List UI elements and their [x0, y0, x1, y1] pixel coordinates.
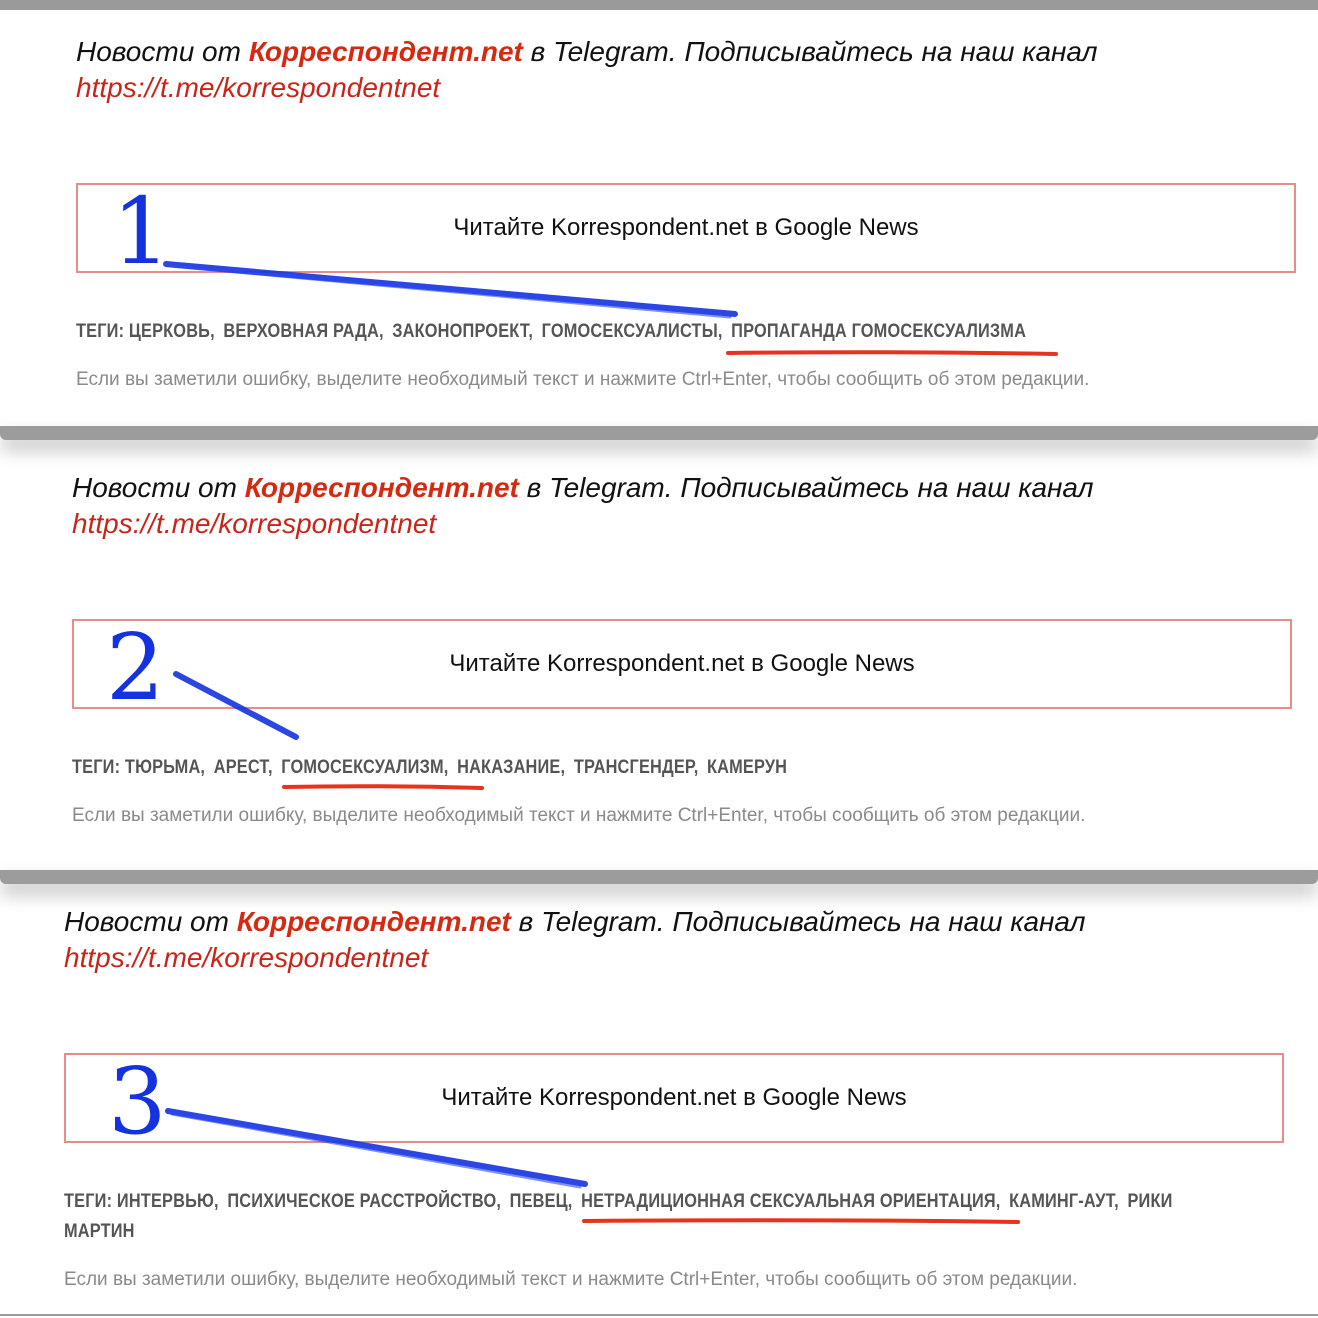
- google-news-button[interactable]: [72, 619, 1292, 709]
- error-report-note: Если вы заметили ошибку, выделите необходимый текст и нажмите Ctrl+Enter, чтобы сообщить об этом редакции.: [76, 369, 1090, 390]
- google-news-button[interactable]: [76, 183, 1296, 273]
- tag-link[interactable]: ЗАКОНОПРОЕКТ,: [392, 321, 534, 342]
- telegram-promo: [76, 34, 1097, 106]
- google-news-label: Читайте Korrespondent.net в Google News: [449, 650, 915, 677]
- tag-link-highlighted[interactable]: ПРОПАГАНДА ГОМОСЕКСУАЛИЗМА: [731, 321, 1027, 342]
- tags-label: ТЕГИ:: [72, 757, 121, 778]
- tag-link[interactable]: ПСИХИЧЕСКОЕ РАССТРОЙСТВО,: [227, 1191, 502, 1212]
- annotation-number: 1: [112, 178, 171, 285]
- tag-link-highlighted[interactable]: НЕТРАДИЦИОННАЯ СЕКСУАЛЬНАЯ ОРИЕНТАЦИЯ,: [581, 1191, 1001, 1212]
- promo-suffix: в Telegram. Подписывайтесь на наш канал: [518, 472, 1094, 503]
- tag-link[interactable]: НАКАЗАНИЕ,: [457, 757, 566, 778]
- tag-link[interactable]: ТРАНСГЕНДЕР,: [573, 757, 699, 778]
- tags-label: ТЕГИ:: [76, 321, 125, 342]
- promo-prefix: Новости от: [64, 906, 237, 937]
- google-news-label: Читайте Korrespondent.net в Google News: [453, 214, 919, 241]
- red-underline: [728, 352, 1056, 354]
- tag-link[interactable]: ВЕРХОВНАЯ РАДА,: [223, 321, 384, 342]
- panel-divider: [0, 426, 1318, 440]
- tag-link[interactable]: ПЕВЕЦ,: [509, 1191, 573, 1212]
- red-underline: [284, 786, 482, 788]
- tags-label: ТЕГИ:: [64, 1191, 113, 1212]
- annotation-number: 3: [108, 1048, 167, 1155]
- promo-prefix: Новости от: [76, 36, 249, 67]
- tag-link[interactable]: МАРТИН: [64, 1221, 135, 1242]
- blue-annotation-stroke: [170, 266, 730, 317]
- panel-divider: [0, 870, 1318, 884]
- tag-link[interactable]: ИНТЕРВЬЮ,: [116, 1191, 219, 1212]
- telegram-link[interactable]: https://t.me/korrespondentnet: [72, 508, 437, 539]
- tag-link[interactable]: АРЕСТ,: [213, 757, 273, 778]
- tags-list: [76, 317, 1026, 347]
- telegram-link[interactable]: https://t.me/korrespondentnet: [64, 942, 429, 973]
- tags-list: [64, 1187, 1208, 1247]
- telegram-promo: [72, 470, 1093, 542]
- promo-prefix: Новости от: [72, 472, 245, 503]
- google-news-label: Читайте Korrespondent.net в Google News: [441, 1084, 907, 1111]
- tag-link[interactable]: ГОМОСЕКСУАЛИСТЫ,: [541, 321, 723, 342]
- error-report-note: Если вы заметили ошибку, выделите необходимый текст и нажмите Ctrl+Enter, чтобы сообщить об этом редакции.: [72, 805, 1086, 826]
- window-top-border: [0, 0, 1318, 10]
- window-bottom-border: [0, 1314, 1318, 1316]
- promo-suffix: в Telegram. Подписывайтесь на наш канал: [522, 36, 1098, 67]
- promo-suffix: в Telegram. Подписывайтесь на наш канал: [510, 906, 1086, 937]
- tag-link[interactable]: ТЮРЬМА,: [124, 757, 206, 778]
- tag-link-highlighted[interactable]: ГОМОСЕКСУАЛИЗМ,: [281, 757, 449, 778]
- brand-name[interactable]: Корреспондент.net: [244, 472, 519, 503]
- annotation-number: 2: [106, 614, 165, 721]
- telegram-link[interactable]: https://t.me/korrespondentnet: [76, 72, 441, 103]
- tag-link[interactable]: КАМИНГ-АУТ,: [1009, 1191, 1119, 1212]
- tag-link[interactable]: КАМЕРУН: [707, 757, 788, 778]
- tags-list: [72, 753, 787, 783]
- tag-link[interactable]: РИКИ: [1127, 1191, 1173, 1212]
- google-news-button[interactable]: [64, 1053, 1284, 1143]
- tag-link[interactable]: ЦЕРКОВЬ,: [128, 321, 215, 342]
- telegram-promo: [64, 904, 1085, 976]
- brand-name[interactable]: Корреспондент.net: [248, 36, 523, 67]
- brand-name[interactable]: Корреспондент.net: [236, 906, 511, 937]
- error-report-note: Если вы заметили ошибку, выделите необходимый текст и нажмите Ctrl+Enter, чтобы сообщить об этом редакции.: [64, 1269, 1078, 1290]
